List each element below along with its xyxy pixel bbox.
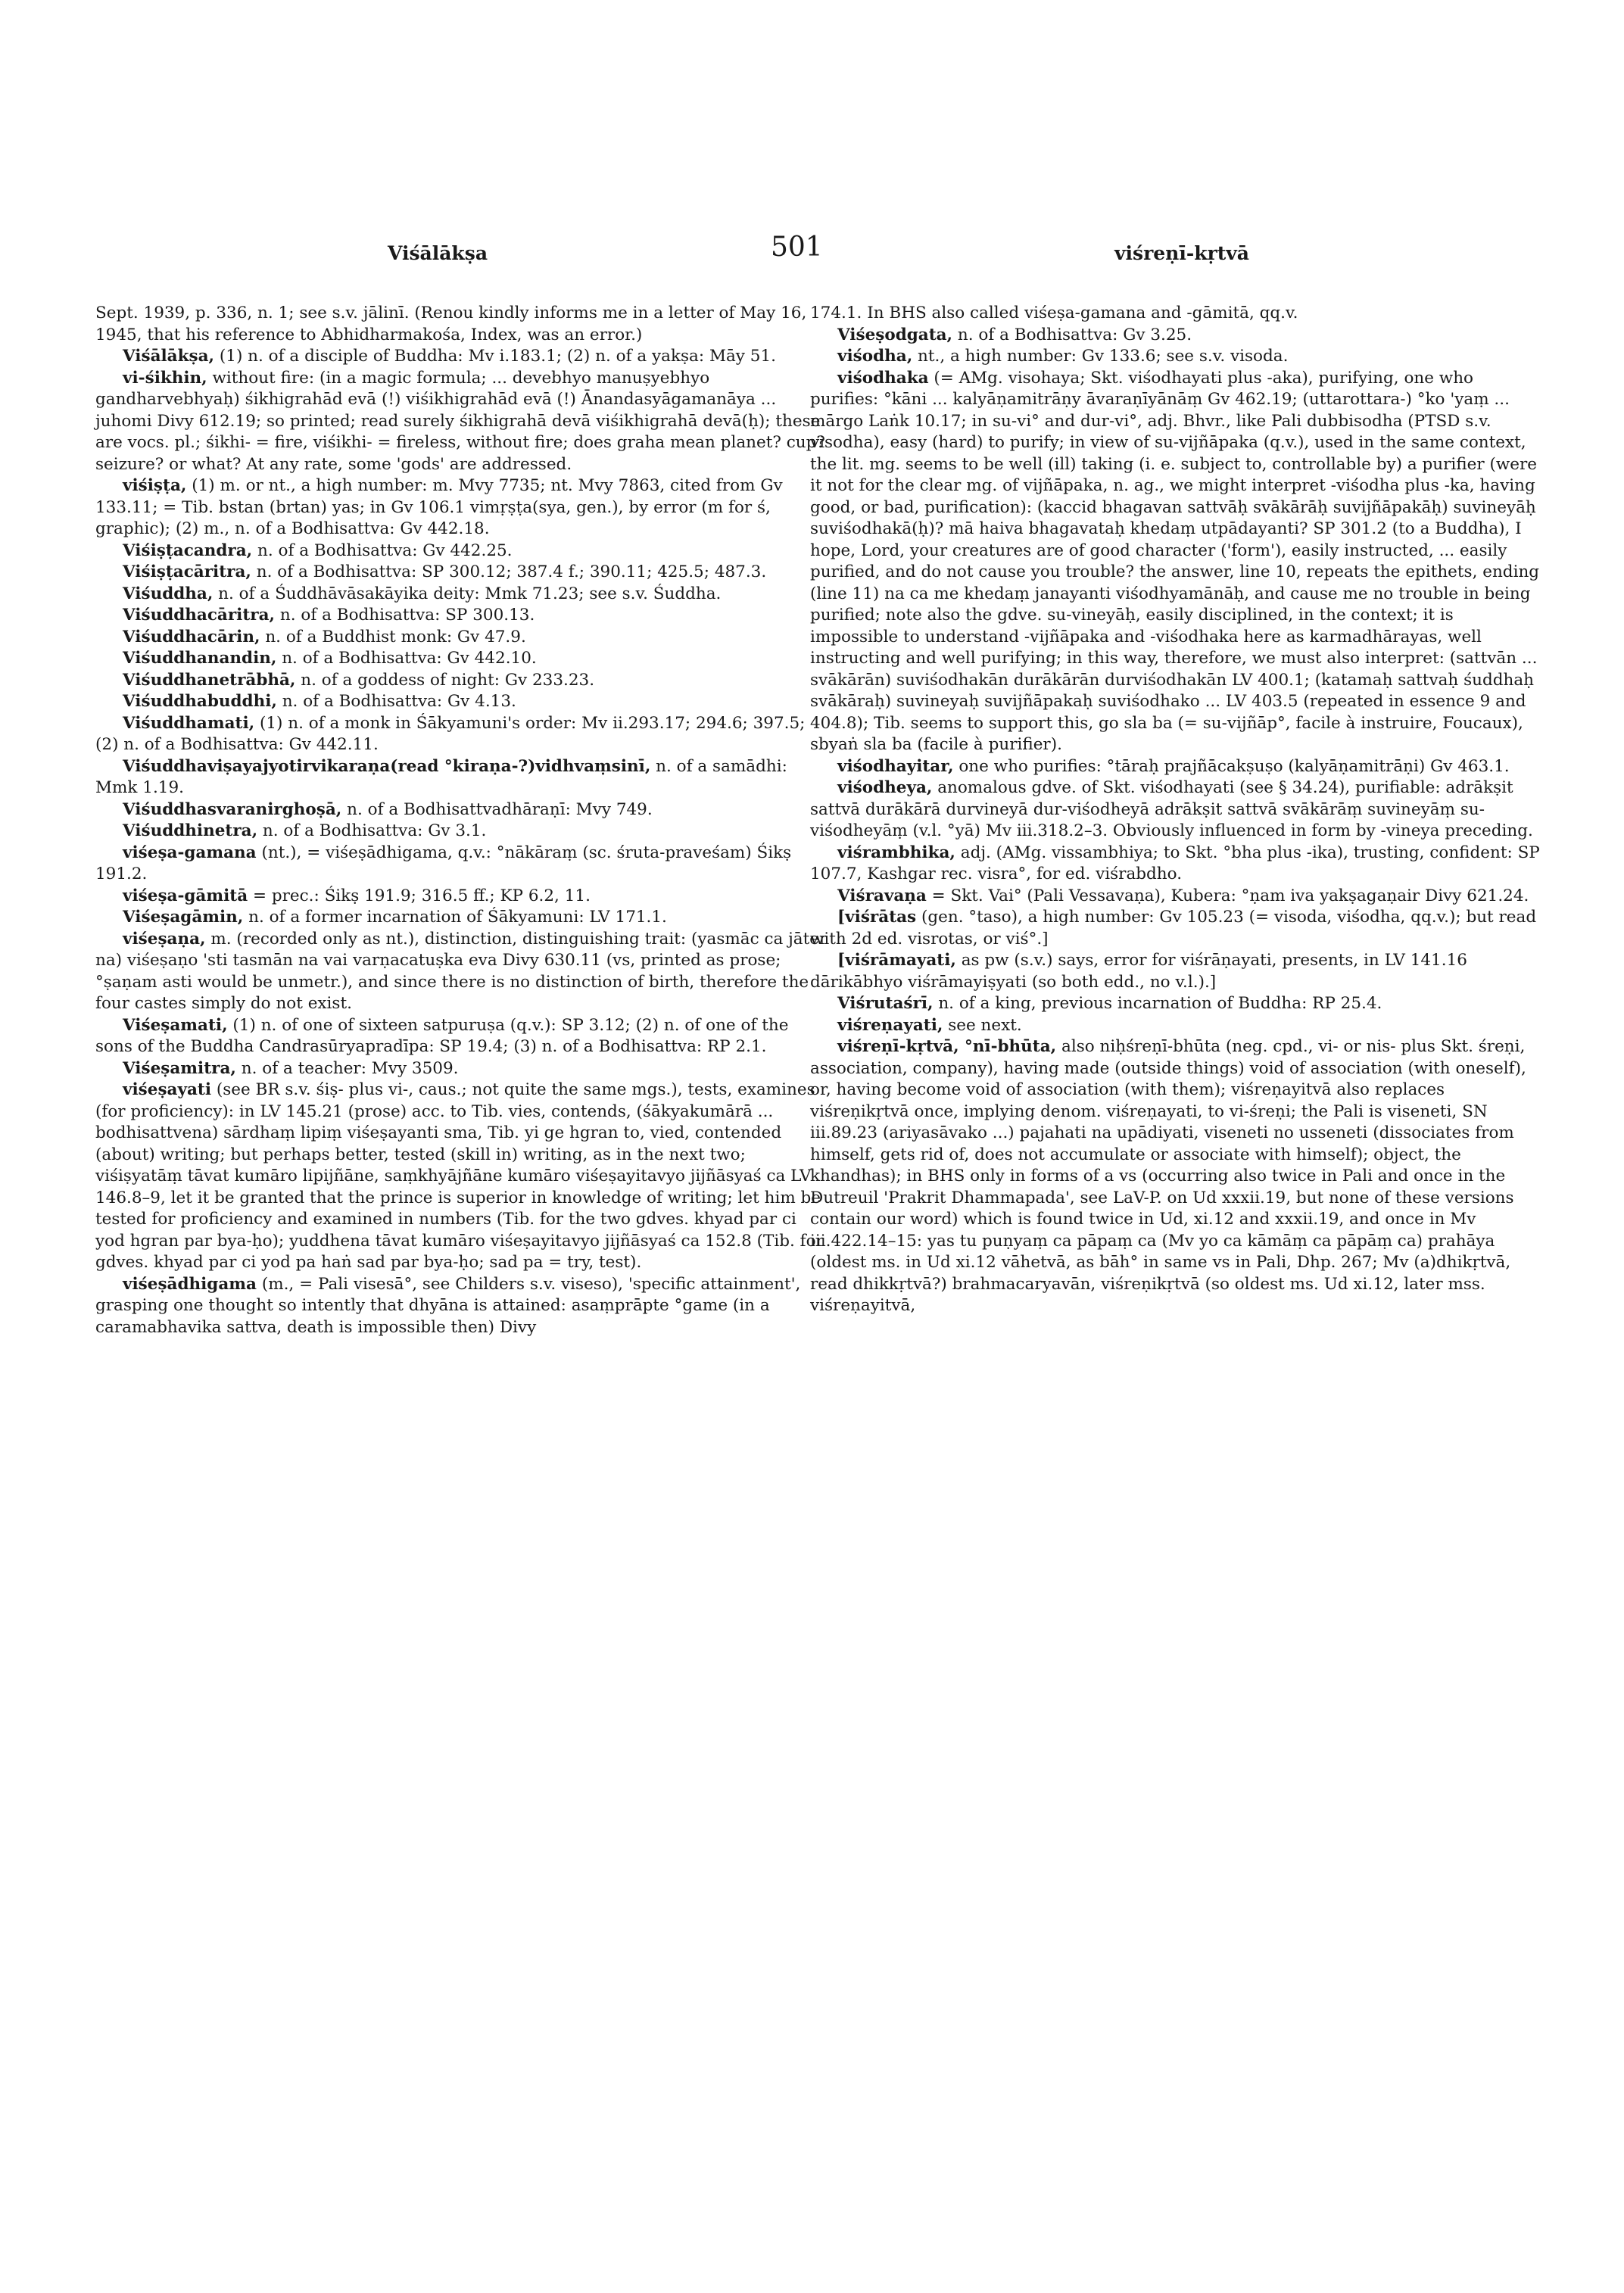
entry-headword: Viśuddhanetrābhā, [123, 670, 296, 690]
dictionary-entry [95, 648, 828, 670]
entry-headword: Viśuddhaviṣayajyotirvikaraṇa(read °kiraṇa-?)vidhvaṃsinī, [123, 756, 651, 776]
entry-text: n. of a Bodhisattva: SP 300.13. [279, 606, 535, 625]
entry-text: (gen. °taso), a high number: Gv 105.23 (= visoda, viśodha, qq.v.); but read with 2d ed. visrotas, or viś°.] [810, 908, 1537, 949]
dictionary-entry [95, 929, 828, 1015]
dictionary-entry [95, 346, 828, 368]
entry-text: (1) n. of a monk in Śākyamuni's order: Mv ii.293.17; 294.6; 397.5; (2) n. of a Bodhisattva: Gv 442.11. [95, 713, 806, 754]
entry-text: n. of a samādhi: Mmk 1.19. [95, 756, 787, 797]
dictionary-entry [95, 886, 828, 908]
entry-headword: Viśeṣagāmin, [123, 908, 244, 927]
page-number: 501 [771, 232, 823, 263]
entry-headword: viśeṣa-gamana [123, 843, 257, 862]
dictionary-entry [810, 303, 1543, 325]
entry-text: (= AMg. visohaya; Skt. viśodhayati plus -aka), purifying, one who purifies: °kāni ... kalyāṇamitrāṇy āvaraṇīyānāṃ Gv 462.19; (uttarottara-) °ko 'yaṃ ... mārgo Laṅk 10.17; in su-vi° and dur-vi°, adj. Bhvr., like Pali dubbisodha (PTSD s.v. visodha), easy (hard) to purify; in view of su-vijñāpaka (q.v.), used in the same context, the lit. mg. seems to be well (ill) taking (i. e. subject to, controllable by) a purifier (were it not for the clear mg. of vijñāpaka, n. ag., we might interpret -viśodha plus -ka, having good, or bad, purification): (kaccid bhagavan sattvāḥ svākārāḥ suvijñāpakāḥ) suvineyāḥ suviśodhakā(ḥ)? mā haiva bhagavataḥ khedaṃ utpādayanti? SP 301.2 (to a Buddha), I hope, Lord, your creatures are of good character ('form'), easily instructed, ... easily purified, and do not cause you trouble? the answer, line 10, repeats the epithets, ending (line 11) na ca me khedaṃ janayanti viśodhyamānāḥ, and cause me no trouble in being purified; note also the gdve. su-vineyāḥ, easily disciplined, in the context; it is impossible to understand -vijñāpaka and -viśodhaka here as karmadhārayas, well instructing and well purifying; in this way, therefore, we must also interpret: (sattvān ... svākārān) suviśodhakān durākārān durviśodhakān LV 400.1; (katamaḥ sattvaḥ śuddhaḥ svākāraḥ) suvineyaḥ suvijñāpakaḥ suviśodhako ... LV 403.5 (repeated in essence 9 and 404.8); Tib. seems to support this, go sla ba (= su-vijñāp°, facile à instruire, Foucaux), sbyaṅ sla ba (facile à purifier). [810, 368, 1540, 754]
entry-headword: vi-śikhin, [123, 368, 207, 388]
entry-headword: viśreṇayati, [837, 1015, 943, 1035]
dictionary-entry [810, 368, 1543, 756]
dictionary-entry [95, 368, 828, 476]
dictionary-entry [810, 756, 1543, 778]
entry-text: as pw (s.v.) says, error for viśrāṇayati, presents, in LV 141.16 dārikābhyo viśrāmayiṣyati (so both edd., no v.l.).] [810, 951, 1467, 992]
dictionary-entry [95, 1015, 828, 1058]
entry-text: n. of a Bodhisattva: Gv 3.1. [262, 821, 487, 840]
dictionary-entry [810, 777, 1543, 843]
entry-text: anomalous gdve. of Skt. viśodhayati (see § 34.24), purifiable: adrākṣit sattvā durākārā durvineyā dur-viśodheyā adrākṣit sattvā svākārāṃ suvineyāṃ su-viśodheyāṃ (v.l. °yā) Mv iii.318.2–3. Obviously influenced in form by -vineya preceding. [810, 778, 1533, 840]
entry-headword: Viśuddhabuddhi, [123, 692, 277, 711]
dictionary-entry [95, 1058, 828, 1080]
dictionary-entry [810, 1015, 1543, 1037]
dictionary-entry [95, 1274, 828, 1339]
dictionary-entry [95, 713, 828, 756]
entry-text: n. of a Buddhist monk: Gv 47.9. [265, 627, 526, 646]
entry-headword: viśeṣayati [123, 1080, 212, 1099]
entry-text: n. of a Bodhisattva: SP 300.12; 387.4 f.; 390.11; 425.5; 487.3. [256, 562, 767, 581]
entry-text: = prec.: Śikṣ 191.9; 316.5 ff.; KP 6.2, 11. [253, 886, 591, 905]
entry-headword: Viśuddhacārin, [123, 627, 260, 646]
entry-headword: Viśeṣamati, [123, 1015, 228, 1035]
entry-text: (nt.), = viśeṣādhigama, q.v.: °nākāraṃ (sc. śruta-praveśam) Śikṣ 191.2. [95, 843, 792, 883]
entry-headword: viśreṇī-kṛtvā, °nī-bhūta, [837, 1037, 1057, 1056]
dictionary-entry [95, 756, 828, 799]
dictionary-entry [95, 541, 828, 562]
entry-headword: Viśuddhanandin, [123, 649, 277, 668]
entry-text: n. of a Śuddhāvāsakāyika deity: Mmk 71.23; see s.v. Śuddha. [218, 584, 722, 603]
entry-headword: Viśuddha, [123, 584, 214, 603]
entry-text: = Skt. Vai° (Pali Vessavaṇa), Kubera: °ṇam iva yakṣagaṇair Divy 621.24. [931, 886, 1529, 905]
entry-headword: [viśrātas [837, 908, 917, 927]
entry-text: n. of a Bodhisattva: Gv 4.13. [282, 692, 516, 711]
dictionary-entry [810, 1036, 1543, 1317]
entry-text: also niḥśreṇī-bhūta (neg. cpd., vi- or nis- plus Skt. śreṇi, association, company), having made (outside things) void of association (with oneself), or, having become void of association (with them); viśreṇayitvā also replaces viśreṇikṛtvā once, implying denom. viśreṇayati, to vi-śreṇi; the Pali is viseneti, SN iii.89.23 (ariyasāvako ...) pajahati na upādiyati, viseneti no usseneti (dissociates from himself, gets rid of, does not accumulate or associate with himself); object, the khandhas); in BHS only in forms of a vs (occurring also twice in Pali and once in the Dutreuil 'Prakrit Dhammapada', see LaV-P. on Ud xxxii.19, but none of these versions contain our word) which is found twice in Ud, xi.12 and xxxii.19, and once in Mv iii.422.14–15: yas tu puṇyaṃ ca pāpaṃ ca (Mv yo ca kāmāṃ ca pāpāṃ ca) prahāya (oldest ms. in Ud xi.12 vāhetvā, as bāh° in same vs in Pali, Dhp. 267; Mv (a)dhikṛtvā, read dhikkṛtvā?) brahmacaryavān, viśreṇikṛtvā (so oldest ms. Ud xi.12, later mss. viśreṇayitvā, [810, 1037, 1526, 1315]
dictionary-entry [810, 843, 1543, 886]
entry-headword: Viśuddhacāritra, [123, 606, 276, 625]
entry-headword: viśiṣṭa, [123, 476, 187, 495]
dictionary-entry [810, 886, 1543, 908]
entry-text: (1) m. or nt., a high number: m. Mvy 7735; nt. Mvy 7863, cited from Gv 133.11; = Tib. bstan (brtan) yas; in Gv 106.1 vimṛṣṭa(sya, gen.), by error (m for ś, graphic); (2) m., n. of a Bodhisattva: Gv 442.18. [95, 476, 783, 538]
entry-headword: Viśrutaśrī, [837, 994, 934, 1013]
entry-headword: Viśuddhamati, [123, 713, 255, 733]
entry-text: n. of a teacher: Mvy 3509. [241, 1058, 459, 1078]
dictionary-entry [95, 843, 828, 886]
entry-headword: viśeṣādhigama [123, 1274, 257, 1294]
dictionary-entry [95, 691, 828, 713]
entry-headword: viśodheya, [837, 778, 933, 797]
dictionary-entry [95, 303, 828, 346]
entry-headword: Viśiṣṭacāritra, [123, 562, 251, 581]
dictionary-entry [95, 821, 828, 843]
entry-headword: Viśuddhasvaranirghoṣā, [123, 799, 342, 819]
dictionary-entry [810, 950, 1543, 993]
entry-text: without fire: (in a magic formula; ... devebhyo manuṣyebhyo gandharvebhyaḥ) śikhigrahād evā (!) viśikhigrahād evā (!) Ānandasyāgamanāya ... juhomi Divy 612.19; so printed; read surely śikhigrahā devā viśikhigrahā devā(ḥ); these are vocs. pl.; śikhi- = fire, viśikhi- = fireless, without fire; does graha mean planet? cup? seizure? or what? At any rate, some 'gods' are addressed. [95, 368, 825, 474]
entry-text: adj. (AMg. vissambhiya; to Skt. °bha plus -ika), trusting, confident: SP 107.7, Kashgar rec. visra°, for ed. viśrabdho. [810, 843, 1540, 883]
entry-headword: viśeṣa-gāmitā [123, 886, 248, 905]
entry-text: n. of a Bodhisattva: Gv 442.25. [257, 541, 513, 560]
dictionary-entry [95, 907, 828, 929]
dictionary-entry [95, 584, 828, 606]
entry-text: n. of a Bodhisattva: Gv 3.25. [957, 325, 1192, 344]
dictionary-entry [810, 993, 1543, 1015]
entry-headword: Viśravaṇa [837, 886, 927, 905]
entry-text: (m., = Pali visesā°, see Childers s.v. viseso), 'specific attainment', grasping one thought so intently that dhyāna is attained: asaṃprāpte °game (in a caramabhavika sattva, death is impossible then) Divy [95, 1274, 801, 1337]
entry-text: n. of a Bodhisattva: Gv 442.10. [282, 649, 537, 668]
left-running-head: Viśālākṣa [388, 242, 488, 264]
entry-text: n. of a former incarnation of Śākyamuni: LV 171.1. [248, 908, 667, 927]
right-running-head: viśreṇī-kṛtvā [1114, 242, 1249, 264]
entry-headword: Viśuddhinetra, [123, 821, 258, 840]
dictionary-entry [810, 907, 1543, 950]
entry-headword: Viśiṣṭacandra, [123, 541, 253, 560]
entry-text: nt., a high number: Gv 133.6; see s.v. visoda. [918, 347, 1289, 366]
entry-text: 174.1. In BHS also called viśeṣa-gamana and -gāmitā, qq.v. [810, 304, 1298, 322]
dictionary-entry [95, 799, 828, 821]
entry-text: n. of a goddess of night: Gv 233.23. [301, 670, 595, 690]
left-column [95, 303, 828, 1338]
dictionary-entry [95, 627, 828, 649]
entry-text: n. of a king, previous incarnation of Buddha: RP 25.4. [938, 994, 1382, 1013]
entry-text: Sept. 1939, p. 336, n. 1; see s.v. jālinī. (Renou kindly informs me in a letter of May 16, 1945, that his reference to Abhidharmakośa, Index, was an error.) [95, 304, 807, 344]
dictionary-entry [95, 670, 828, 692]
entry-headword: viśodhayitar, [837, 756, 954, 776]
page-header [0, 227, 1624, 273]
entry-headword: Viśeṣamitra, [123, 1058, 236, 1078]
dictionary-entry [95, 475, 828, 541]
entry-text: (see BR s.v. śiṣ- plus vi-, caus.; not quite the same mgs.), tests, examines (for proficiency): in LV 145.21 (prose) acc. to Tib. vies, contends, (śākyakumārā ... bodhisattvena) sārdhaṃ lipiṃ viśeṣayanti sma, Tib. yi ge hgran to, vied, contended (about) writing; but perhaps better, tested (skill in) writing, as in the next two; viśiṣyatāṃ tāvat kumāro lipijñāne, saṃkhyājñāne kumāro viśeṣayitavyo jijñāsyaś ca LV 146.8–9, let it be granted that the prince is superior in knowledge of writing; let him be tested for proficiency and examined in numbers (Tib. for the two gdves. khyad par ci yod hgran par bya-ḥo); yuddhena tāvat kumāro viśeṣayitavyo jijñāsyaś ca 152.8 (Tib. for gdves. khyad par ci yod pa haṅ sad par bya-ḥo; sad pa = try, test). [95, 1080, 824, 1272]
entry-headword: viśodhaka [837, 368, 929, 388]
entry-headword: viśeṣaṇa, [123, 929, 206, 949]
entry-text: one who purifies: °tāraḥ prajñācakṣuṣo (kalyāṇamitrāṇi) Gv 463.1. [959, 756, 1510, 776]
entry-headword: viśodha, [837, 347, 913, 366]
dictionary-entry [810, 346, 1543, 368]
entry-text: (1) n. of one of sixteen satpuruṣa (q.v.): SP 3.12; (2) n. of one of the sons of the Buddha Candrasūryapradīpa: SP 19.4; (3) n. of a Bodhisattva: RP 2.1. [95, 1015, 789, 1056]
dictionary-entry [95, 1080, 828, 1274]
right-column [810, 303, 1543, 1317]
entry-headword: viśrambhika, [837, 843, 955, 862]
entry-text: n. of a Bodhisattvadhāraṇī: Mvy 749. [347, 799, 653, 819]
entry-text: m. (recorded only as nt.), distinction, distinguishing trait: (yasmāc ca jāter na) viśeṣaṇo 'sti tasmān na vai varṇacatuṣka eva Divy 630.11 (vs, printed as prose; °ṣaṇam asti would be unmetr.), and since there is no distinction of birth, therefore the four castes simply do not exist. [95, 929, 828, 1013]
entry-text: (1) n. of a disciple of Buddha: Mv i.183.1; (2) n. of a yakṣa: Māy 51. [219, 347, 776, 366]
dictionary-entry [95, 605, 828, 627]
entry-headword: [viśrāmayati, [837, 951, 956, 970]
entry-headword: Viśeṣodgata, [837, 325, 953, 344]
entry-headword: Viśālākṣa, [123, 347, 215, 366]
dictionary-entry [95, 562, 828, 584]
entry-text: see next. [948, 1015, 1022, 1035]
dictionary-entry [810, 325, 1543, 347]
